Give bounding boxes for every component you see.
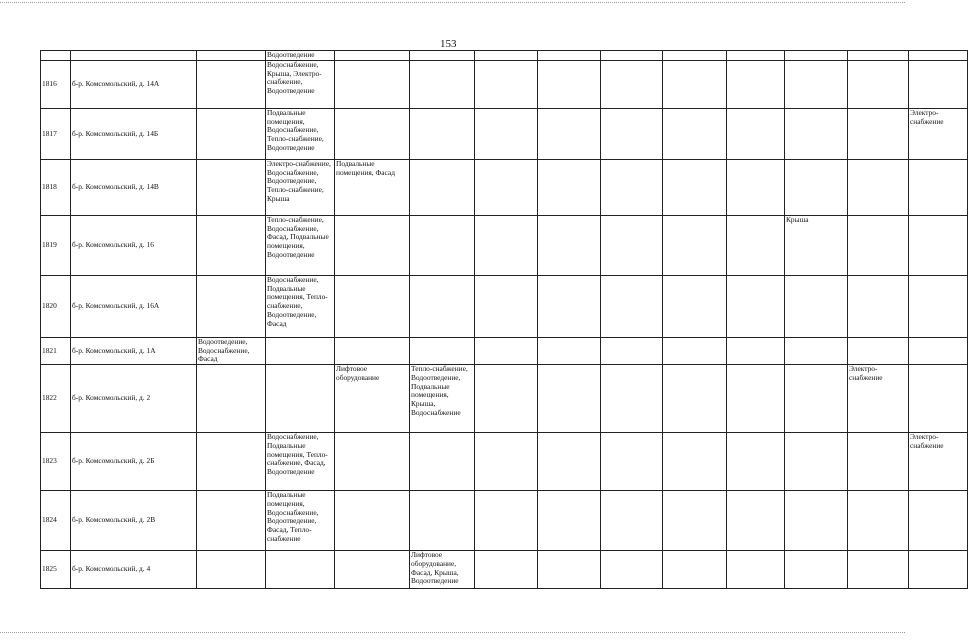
work-type-cell <box>197 160 266 216</box>
work-type-cell <box>909 551 968 589</box>
work-type-cell: Водоснабжение, Подвальные помещения, Тепло-снабжение, Водоотведение, Фасад <box>266 276 335 338</box>
table-row <box>41 433 968 491</box>
work-type-cell <box>785 160 848 216</box>
work-type-cell <box>663 365 727 433</box>
work-type-cell <box>475 51 538 61</box>
work-type-cell <box>335 551 410 589</box>
work-type-cell <box>475 109 538 160</box>
work-type-cell <box>601 109 663 160</box>
record-number-cell: 1820 <box>41 276 71 338</box>
work-type-cell <box>197 51 266 61</box>
work-type-cell <box>335 338 410 365</box>
scan-edge-top <box>0 2 905 3</box>
work-type-cell <box>601 551 663 589</box>
work-type-cell <box>197 551 266 589</box>
work-type-cell <box>475 338 538 365</box>
work-type-cell: Крыша <box>785 216 848 276</box>
work-type-cell <box>538 160 601 216</box>
work-type-cell <box>785 338 848 365</box>
address-cell: б-р. Комсомольский, д. 16 <box>71 216 197 276</box>
table-row <box>41 51 968 61</box>
work-type-cell <box>785 61 848 109</box>
table-row <box>41 109 968 160</box>
record-number-cell: 1816 <box>41 61 71 109</box>
work-type-cell <box>335 109 410 160</box>
page-number: 153 <box>440 38 457 50</box>
address-cell: б-р. Комсомольский, д. 14Б <box>71 109 197 160</box>
work-type-cell: Водоснабжение, Крыша, Электро-снабжение, Водоотведение <box>266 61 335 109</box>
address-cell: б-р. Комсомольский, д. 1А <box>71 338 197 365</box>
address-cell: б-р. Комсомольский, д. 14А <box>71 61 197 109</box>
work-type-cell <box>410 160 475 216</box>
work-type-cell <box>848 160 909 216</box>
work-type-cell <box>475 551 538 589</box>
work-type-cell <box>785 365 848 433</box>
work-type-cell <box>266 338 335 365</box>
address-cell <box>71 51 197 61</box>
work-type-cell <box>538 276 601 338</box>
work-type-cell <box>538 109 601 160</box>
table-row <box>41 491 968 551</box>
work-type-cell: Тепло-снабжение, Водоснабжение, Фасад, Подвальные помещения, Водоотведение <box>266 216 335 276</box>
repair-registry-table <box>40 50 968 589</box>
work-type-cell <box>475 433 538 491</box>
work-type-cell: Подвальные помещения, Водоснабжение, Водоотведение, Фасад, Тепло-снабжение <box>266 491 335 551</box>
record-number-cell: 1818 <box>41 160 71 216</box>
work-type-cell <box>909 338 968 365</box>
work-type-cell: Тепло-снабжение, Водоотведение, Подвальные помещения, Крыша, Водоснабжение <box>410 365 475 433</box>
work-type-cell <box>601 276 663 338</box>
work-type-cell <box>197 109 266 160</box>
work-type-cell <box>727 433 785 491</box>
work-type-cell <box>335 61 410 109</box>
work-type-cell <box>475 491 538 551</box>
work-type-cell <box>909 365 968 433</box>
work-type-cell <box>663 551 727 589</box>
work-type-cell <box>601 216 663 276</box>
work-type-cell <box>727 216 785 276</box>
work-type-cell <box>475 276 538 338</box>
work-type-cell <box>538 433 601 491</box>
work-type-cell <box>727 551 785 589</box>
record-number-cell: 1817 <box>41 109 71 160</box>
work-type-cell <box>909 491 968 551</box>
work-type-cell <box>727 365 785 433</box>
table-row <box>41 365 968 433</box>
address-cell: б-р. Комсомольский, д. 4 <box>71 551 197 589</box>
work-type-cell <box>785 109 848 160</box>
work-type-cell <box>266 365 335 433</box>
work-type-cell <box>727 491 785 551</box>
work-type-cell <box>197 216 266 276</box>
work-type-cell <box>410 338 475 365</box>
address-cell: б-р. Комсомольский, д. 2 <box>71 365 197 433</box>
work-type-cell: Электро-снабжение <box>909 109 968 160</box>
work-type-cell <box>727 276 785 338</box>
work-type-cell <box>909 61 968 109</box>
table-row <box>41 61 968 109</box>
work-type-cell: Электро-снабжение <box>909 433 968 491</box>
work-type-cell <box>663 51 727 61</box>
work-type-cell <box>475 216 538 276</box>
record-number-cell: 1821 <box>41 338 71 365</box>
work-type-cell: Подвальные помещения, Фасад <box>335 160 410 216</box>
work-type-cell <box>727 61 785 109</box>
work-type-cell <box>909 216 968 276</box>
work-type-cell <box>601 433 663 491</box>
work-type-cell <box>601 338 663 365</box>
work-type-cell <box>848 551 909 589</box>
work-type-cell: Лифтовое оборудование <box>335 365 410 433</box>
work-type-cell <box>335 276 410 338</box>
work-type-cell <box>538 491 601 551</box>
work-type-cell <box>848 338 909 365</box>
work-type-cell <box>410 276 475 338</box>
work-type-cell <box>909 51 968 61</box>
work-type-cell <box>197 433 266 491</box>
work-type-cell: Электро-снабжение, Водоснабжение, Водоотведение, Тепло-снабжение, Крыша <box>266 160 335 216</box>
work-type-cell: Электро-снабжение <box>848 365 909 433</box>
work-type-cell: Подвальные помещения, Водоснабжение, Тепло-снабжение, Водоотведение <box>266 109 335 160</box>
work-type-cell <box>601 160 663 216</box>
work-type-cell <box>663 276 727 338</box>
work-type-cell <box>727 160 785 216</box>
work-type-cell <box>848 276 909 338</box>
work-type-cell <box>909 276 968 338</box>
work-type-cell <box>475 61 538 109</box>
work-type-cell <box>335 433 410 491</box>
work-type-cell: Водоотведение <box>266 51 335 61</box>
work-type-cell <box>785 433 848 491</box>
work-type-cell <box>848 433 909 491</box>
work-type-cell <box>663 61 727 109</box>
scan-edge-bottom <box>0 632 905 633</box>
table-row <box>41 216 968 276</box>
work-type-cell <box>663 160 727 216</box>
work-type-cell <box>848 109 909 160</box>
work-type-cell <box>475 365 538 433</box>
work-type-cell <box>538 51 601 61</box>
table-row <box>41 551 968 589</box>
table-row <box>41 276 968 338</box>
work-type-cell <box>335 216 410 276</box>
work-type-cell <box>601 61 663 109</box>
work-type-cell <box>663 109 727 160</box>
work-type-cell <box>410 61 475 109</box>
address-cell: б-р. Комсомольский, д. 2В <box>71 491 197 551</box>
work-type-cell <box>335 51 410 61</box>
work-type-cell <box>727 338 785 365</box>
work-type-cell <box>538 61 601 109</box>
table-row <box>41 338 968 365</box>
work-type-cell <box>410 433 475 491</box>
work-type-cell <box>197 491 266 551</box>
work-type-cell <box>538 338 601 365</box>
work-type-cell <box>410 491 475 551</box>
work-type-cell <box>785 51 848 61</box>
work-type-cell <box>785 491 848 551</box>
record-number-cell: 1823 <box>41 433 71 491</box>
work-type-cell <box>848 51 909 61</box>
work-type-cell <box>475 160 538 216</box>
work-type-cell <box>785 276 848 338</box>
work-type-cell <box>785 551 848 589</box>
work-type-cell <box>848 61 909 109</box>
work-type-cell <box>335 491 410 551</box>
work-type-cell <box>601 491 663 551</box>
work-type-cell <box>727 51 785 61</box>
work-type-cell <box>663 491 727 551</box>
record-number-cell: 1825 <box>41 551 71 589</box>
work-type-cell <box>538 365 601 433</box>
work-type-cell <box>197 276 266 338</box>
work-type-cell <box>727 109 785 160</box>
work-type-cell <box>266 551 335 589</box>
work-type-cell <box>848 216 909 276</box>
table-row <box>41 160 968 216</box>
work-type-cell <box>848 491 909 551</box>
work-type-cell: Лифтовое оборудование, Фасад, Крыша, Водоотведение <box>410 551 475 589</box>
work-type-cell: Водоснабжение, Подвальные помещения, Тепло-снабжение, Фасад, Водоотведение <box>266 433 335 491</box>
work-type-cell <box>601 51 663 61</box>
work-type-cell <box>197 61 266 109</box>
address-cell: б-р. Комсомольский, д. 2Б <box>71 433 197 491</box>
work-type-cell: Водоотведение, Водоснабжение, Фасад <box>197 338 266 365</box>
work-type-cell <box>410 216 475 276</box>
address-cell: б-р. Комсомольский, д. 16А <box>71 276 197 338</box>
work-type-cell <box>663 338 727 365</box>
work-type-cell <box>601 365 663 433</box>
work-type-cell <box>909 160 968 216</box>
work-type-cell <box>663 433 727 491</box>
record-number-cell: 1822 <box>41 365 71 433</box>
work-type-cell <box>538 551 601 589</box>
work-type-cell <box>663 216 727 276</box>
work-type-cell <box>410 51 475 61</box>
address-cell: б-р. Комсомольский, д. 14В <box>71 160 197 216</box>
record-number-cell: 1819 <box>41 216 71 276</box>
record-number-cell: 1824 <box>41 491 71 551</box>
record-number-cell <box>41 51 71 61</box>
work-type-cell <box>410 109 475 160</box>
work-type-cell <box>197 365 266 433</box>
work-type-cell <box>538 216 601 276</box>
